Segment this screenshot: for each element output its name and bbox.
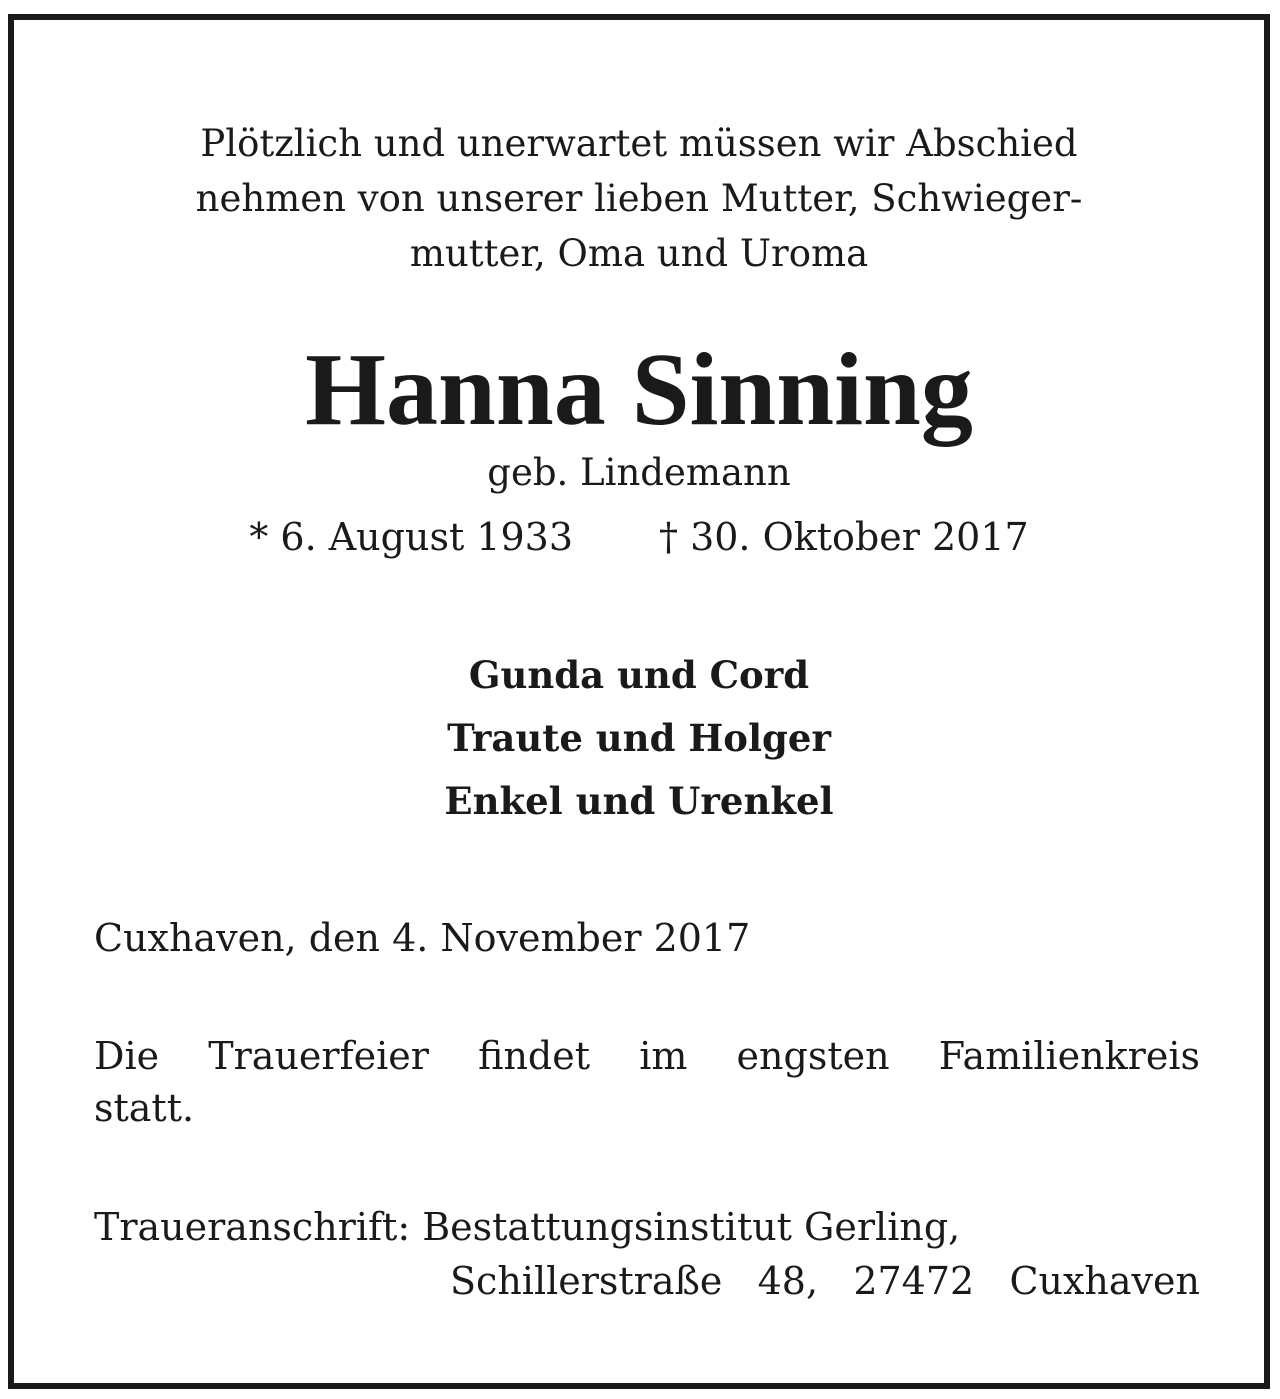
address-line-1: Bestattungsinstitut Gerling, bbox=[422, 1205, 961, 1249]
mourner-line: Traute und Holger bbox=[447, 716, 831, 760]
ceremony-word: engsten bbox=[736, 1034, 890, 1078]
ceremony-word: findet bbox=[478, 1034, 591, 1078]
maiden-name: geb. Lindemann bbox=[487, 451, 791, 494]
address-part: Cuxhaven bbox=[1009, 1259, 1200, 1303]
address-part: 48, bbox=[757, 1259, 819, 1303]
address-line-2 bbox=[94, 1254, 1200, 1308]
life-dates bbox=[14, 512, 1264, 562]
intro-text bbox=[14, 116, 1264, 281]
ceremony-line bbox=[94, 1030, 1200, 1082]
intro-line: Plötzlich und unerwartet müssen wir Abschied bbox=[200, 122, 1078, 165]
mourner-line: Gunda und Cord bbox=[468, 653, 810, 697]
ceremony-word: Die bbox=[94, 1034, 160, 1078]
death-date: † 30. Oktober 2017 bbox=[659, 515, 1029, 559]
ceremony-word: im bbox=[639, 1034, 688, 1078]
address-label: Traueranschrift: bbox=[94, 1205, 411, 1249]
address-part: 27472 bbox=[853, 1259, 975, 1303]
mourner-line: Enkel und Urenkel bbox=[444, 779, 834, 823]
intro-line: mutter, Oma und Uroma bbox=[409, 232, 869, 275]
ceremony-word: Familienkreis bbox=[938, 1034, 1200, 1078]
obituary-notice bbox=[8, 14, 1270, 1389]
birth-date: * 6. August 1933 bbox=[249, 515, 573, 559]
mourners-list bbox=[14, 644, 1264, 833]
intro-line: nehmen von unserer lieben Mutter, Schwieger- bbox=[195, 177, 1083, 220]
address-line bbox=[94, 1200, 1200, 1254]
ceremony-note bbox=[94, 1030, 1200, 1134]
mourning-address bbox=[94, 1200, 1200, 1308]
ceremony-line: statt. bbox=[94, 1086, 195, 1130]
ceremony-word: Trauerfeier bbox=[208, 1034, 429, 1078]
address-part: Schillerstraße bbox=[450, 1259, 723, 1303]
place-and-date: Cuxhaven, den 4. November 2017 bbox=[94, 916, 751, 960]
deceased-name: Hanna Sinning bbox=[305, 332, 973, 447]
